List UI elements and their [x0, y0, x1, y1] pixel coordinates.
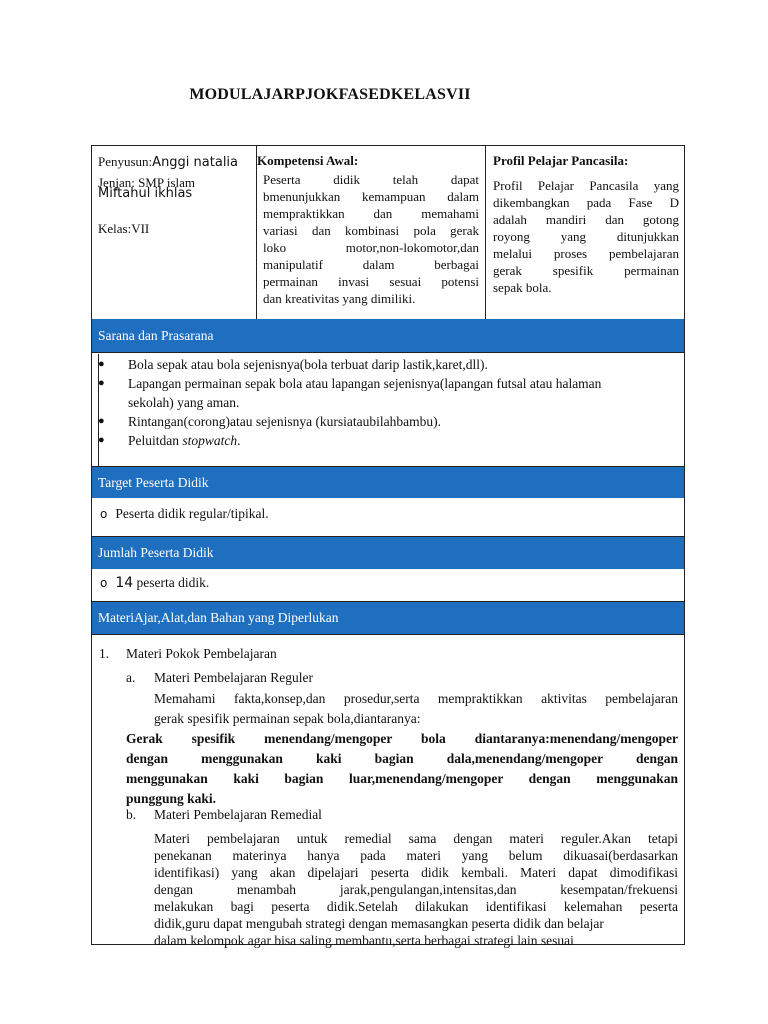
reguler-text: Memahami fakta,konsep,dan prosedur,serta mempraktikkan aktivitas pembelajaran gerak spesifik permainan sepak bola,diantaranya:: [154, 691, 678, 726]
circle-bullet-icon: o: [100, 576, 108, 590]
profil-heading: Profil Pelajar Pancasila:: [493, 153, 629, 168]
jenjan-label: Jenjan: SMP islam: [98, 175, 196, 190]
reguler-title: Materi Pembelajaran Reguler: [154, 670, 313, 685]
sub-label-b: b.: [126, 807, 137, 822]
pokok-title: Materi Pokok Pembelajaran: [126, 646, 277, 661]
divider: [92, 352, 684, 353]
list-item: Lapangan permainan sepak bola atau lapangan sejenisnya(lapangan futsal atau halaman: [128, 376, 602, 391]
kompetensi-cell: [257, 146, 486, 319]
jumlah-item: o 14 peserta didik.: [100, 575, 210, 591]
document-title: MODULAJARPJOKFASEDKELASVII: [189, 86, 471, 103]
module-table: [91, 145, 685, 948]
materi-body: [92, 634, 684, 948]
sarana-list: [92, 355, 684, 465]
sub-label-a: a.: [126, 670, 136, 685]
target-item: o Peserta didik regular/tipikal.: [100, 506, 269, 521]
profil-body: Profil Pelajar Pancasila yang dikembangkan pada Fase D adalah mandiri dan gotong royong yang ditunjukkan melalui proses pembelajaran gerak spesifik permainan sepak bola.: [493, 178, 679, 295]
penyusun-label: Penyusun:: [98, 154, 153, 169]
author-cell: [92, 146, 257, 319]
target-header: Target Peserta Didik: [92, 467, 684, 498]
remedial-title: Materi Pembelajaran Remedial: [154, 807, 322, 822]
list-number: 1.: [99, 646, 110, 661]
remedial-text: Materi pembelajaran untuk remedial sama dengan materi reguler.Akan tetapi penekanan materinya hanya pada materi yang belum dikuasai(berdasarkan identifikasi) yang akan dipelajari peserta didik kembali. Materi dapat dimodifikasi dengan menambah jarak,pengulangan,intensitas,dan kesempatan/frekuensi melakukan bagi peserta didik.Setelah dilakukan identifikasi kelemahan peserta didik,guru dapat mengubah strategi dengan memasangkan peserta didik dan belajar dalam kelompok agar bisa saling membantu,serta berbagai strategi lain sesuai: [154, 831, 678, 948]
kompetensi-heading: Kompetensi Awal:: [257, 153, 359, 168]
list-item: Rintangan(corong)atau sejenisnya (kursiataubilahbambu).: [128, 414, 442, 429]
list-item-cont: sekolah) yang aman.: [128, 395, 240, 410]
bullet-icon: ●: [98, 358, 105, 370]
bullet-icon: ●: [98, 377, 105, 389]
gerak-spesifik-text: Gerak spesifik menendang/mengoper bola diantaranya:menendang/mengoper dengan menggunakan kaki bagian dala,menendang/mengoper dengan menggunakan kaki bagian luar,menendang/mengoper dengan menggunakan punggung kaki.: [126, 731, 678, 806]
student-count: 14: [115, 575, 134, 591]
list-item: Peluitdan stopwatch.: [128, 433, 241, 448]
penyusun-value: Anggi natalia: [152, 155, 239, 170]
jumlah-header: Jumlah Peserta Didik: [92, 537, 684, 569]
materi-header: MateriAjar,Alat,dan Bahan yang Diperlukan: [92, 602, 684, 634]
profil-cell: [486, 146, 684, 319]
school-name: Miftahul ikhlas: [98, 186, 193, 201]
kelas-label: Kelas:VII: [98, 221, 150, 236]
info-row: [92, 146, 684, 319]
bullet-icon: ●: [98, 415, 105, 427]
list-item: Bola sepak atau bola sejenisnya(bola terbuat darip lastik,karet,dll).: [128, 357, 488, 372]
circle-bullet-icon: o: [100, 507, 108, 521]
kompetensi-body: Peserta didik telah dapat bmenunjukkan kemampuan dalam mempraktikkan dan memahami variasi dan kombinasi pola gerak loko motor,non-lokomotor,dan manipulatif dalam berbagai permainan invasi sesuai potensi dan kreativitas yang dimiliki.: [263, 172, 479, 306]
bullet-icon: ●: [98, 434, 105, 446]
sarana-header: Sarana dan Prasarana: [92, 319, 684, 352]
